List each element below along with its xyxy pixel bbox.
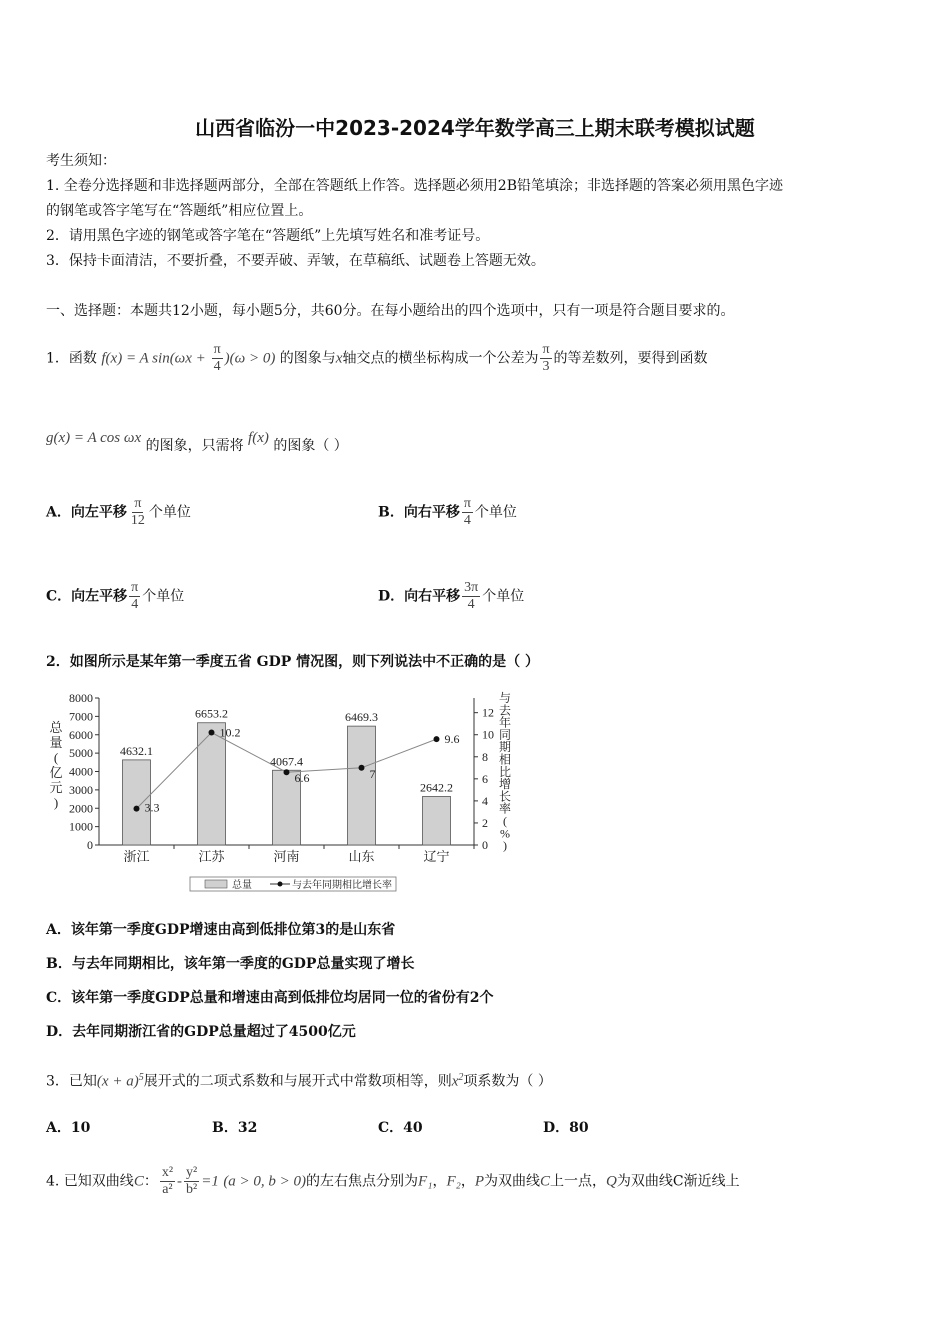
y-axis-title-char: 亿 [49,765,63,780]
y2-tick-label: 12 [482,705,494,720]
y2-axis-title-char: 去 [498,703,512,718]
y2-axis-title-char: 与 [498,691,512,705]
y2-axis-title-char: 比 [498,764,512,779]
y2-tick-label: 6 [482,771,488,786]
q1-option-a[interactable]: A．向左平移 $\frac{\pi}{12}$ 个单位 [46,496,191,528]
rate-point-河南 [284,769,290,775]
q3-option-d[interactable]: D．80 [543,1120,589,1136]
y-tick-label: 7000 [69,709,93,724]
y2-axis-title-char: 期 [498,740,512,755]
question-3-stem: 3．已知$(x + a)^5$展开式的二项式系数和与展开式中常数项相等，则$x^2$项系数为（ ） [46,1072,552,1090]
y-tick-label: 8000 [69,691,93,705]
y2-tick-label: 2 [482,815,488,830]
fraction-x2-a2: $\frac{\text{x²}}{\text{a²}}$ [161,1165,174,1197]
q3-option-b[interactable]: B．32 [212,1120,258,1136]
bar-value-label: 2642.2 [420,780,453,795]
rate-point-江苏 [209,730,215,736]
fraction-pi-3: $\frac{\pi}{3}$ [542,342,550,374]
y2-axis-title-char: 年 [498,715,512,730]
question-2-stem: 2．如图所示是某年第一季度五省 GDP 情况图，则下列说法中不正确的是（ ） [46,654,539,670]
bar-value-label: 4632.1 [120,743,153,758]
notice-item-1: 1. 全卷分选择题和非选择题两部分，全部在答题纸上作答。选择题必须用2B铅笔填涂；非选择题的答案必须用黑色字迹 [46,178,783,194]
section-heading: 一、选择题：本题共12小题，每小题5分，共60分。在每小题给出的四个选项中，只有一项是符合题目要求的。 [46,303,735,319]
legend-line-marker [278,882,283,887]
q1-option-c[interactable]: C．向左平移 $\frac{\pi}{4}$ 个单位 [46,580,185,612]
y-tick-label: 5000 [69,746,93,761]
y2-tick-label: 0 [482,838,488,852]
bar-value-label: 6653.2 [195,706,228,721]
x-tick-label: 河南 [273,849,300,864]
y2-tick-label: 8 [482,749,488,764]
chart-bars [120,707,453,845]
formula-binomial: (x + a) [96,1073,139,1090]
notice-item-2: 2．请用黑色字迹的钢笔或答字笔在“答题纸”上先填写姓名和准考证号。 [46,228,490,244]
q2-option-b[interactable]: B．与去年同期相比，该年第一季度的GDP总量实现了增长 [46,956,415,972]
q1-option-b[interactable]: B．向右平移 $\frac{\pi}{4}$ 个单位 [378,496,517,528]
y-tick-label: 2000 [69,801,93,816]
y2-axis-title-char: ) [503,838,507,853]
y-axis-title-char: ) [53,795,59,810]
q2-option-c[interactable]: C．该年第一季度GDP总量和增速由高到低排位均居同一位的省份有2个 [46,990,494,1006]
bar-山东 [348,726,376,845]
y2-axis-title-char: ( [503,814,507,828]
q1-option-d[interactable]: D．向右平移 $\frac{3\pi}{4}$ 个单位 [378,580,525,612]
rate-value-label: 6.6 [294,771,310,786]
gdp-chart [44,690,524,900]
y2-axis-title-char: 同 [498,727,512,742]
bar-value-label: 6469.3 [345,710,378,725]
legend-line-label: 与去年同期相比增长率 [292,880,392,891]
chart-legend [190,877,396,891]
y2-axis-title-char: % [500,826,510,841]
bar-辽宁 [423,796,451,845]
bar-value-label: 4067.4 [270,754,303,769]
y-axis-title-char: 总 [49,720,63,735]
y-tick-label: 3000 [69,782,93,797]
y2-axis-title-char: 长 [498,789,512,804]
y-tick-label: 6000 [69,727,93,742]
notice-item-1-cont: 的钢笔或答字笔写在“答题纸”相应位置上。 [46,203,313,219]
rate-point-浙江 [134,806,140,812]
rate-value-label: 10.2 [219,725,241,740]
y-tick-label: 0 [87,838,93,852]
x-tick-label: 山东 [348,849,375,864]
y2-axis-title-char: 增 [498,777,512,792]
notice-heading: 考生须知： [46,153,116,169]
rate-point-辽宁 [434,736,440,742]
bar-江苏 [198,723,226,845]
rate-point-山东 [359,765,365,771]
fraction-y2-b2: $\frac{\text{y²}}{\text{b²}}$ [186,1165,198,1197]
q3-option-c[interactable]: C．40 [378,1120,423,1136]
y-tick-label: 1000 [69,819,93,834]
y-axis-title-char: 元 [49,780,63,795]
x-tick-label: 辽宁 [423,849,450,864]
q3-option-a[interactable]: A．10 [46,1120,91,1136]
y-tick-label: 4000 [69,764,93,779]
rate-value-label: 9.6 [444,732,460,747]
fraction-pi-4: $\frac{\pi}{4}$ [213,342,221,374]
y2-tick-label: 10 [482,727,494,742]
y-axis-title-char: ( [53,750,59,765]
y-axis-title-char: 量 [49,735,63,750]
legend-bar-swatch [205,880,227,888]
q2-option-d[interactable]: D．去年同期浙江省的GDP总量超过了4500亿元 [46,1024,356,1040]
y2-tick-label: 4 [482,793,488,808]
y2-axis-title-char: 率 [498,801,512,816]
x-tick-label: 江苏 [198,849,225,864]
q2-option-a[interactable]: A．该年第一季度GDP增速由高到低排位第3的是山东省 [46,922,396,938]
notice-item-3: 3．保持卡面清洁，不要折叠，不要弄破、弄皱，在草稿纸、试题卷上答题无效。 [46,253,545,269]
rate-value-label: 7 [369,766,376,781]
legend-bar-label: 总量 [232,880,252,891]
y2-axis-title-char: 相 [498,752,512,767]
question-1-stem-cont: g(x) = A cos ωx 的图象，只需将 f(x) 的图象（ ） [46,430,348,454]
page-title: 山西省临汾一中2023-2024学年数学高三上期末联考模拟试题 [195,116,755,140]
question-1-stem: 1．函数 f(x) = A sin(ωx + $\frac{\pi}{4}$ )(ω > 0) 的图象与x轴交点的横坐标构成一个公差为 $\frac{\pi}{3}$ 的等差数列，要得到函数 [46,342,708,374]
rate-value-label: 3.3 [144,800,160,815]
formula-f: f(x) = A sin(ωx + [101,350,210,367]
question-4-stem: 4. 已知双曲线C： $\frac{\text{x²}}{\text{a²}}$ - $\frac{\text{y²}}{\text{b²}}$ =1 (a > 0, b > 0)的左右焦点分别为F₁，F₂，P为双曲线C上一点，Q为双曲线C渐近线上 [46,1165,740,1197]
x-tick-label: 浙江 [123,849,150,864]
formula-g: g(x) = A cos ωx [46,430,142,446]
